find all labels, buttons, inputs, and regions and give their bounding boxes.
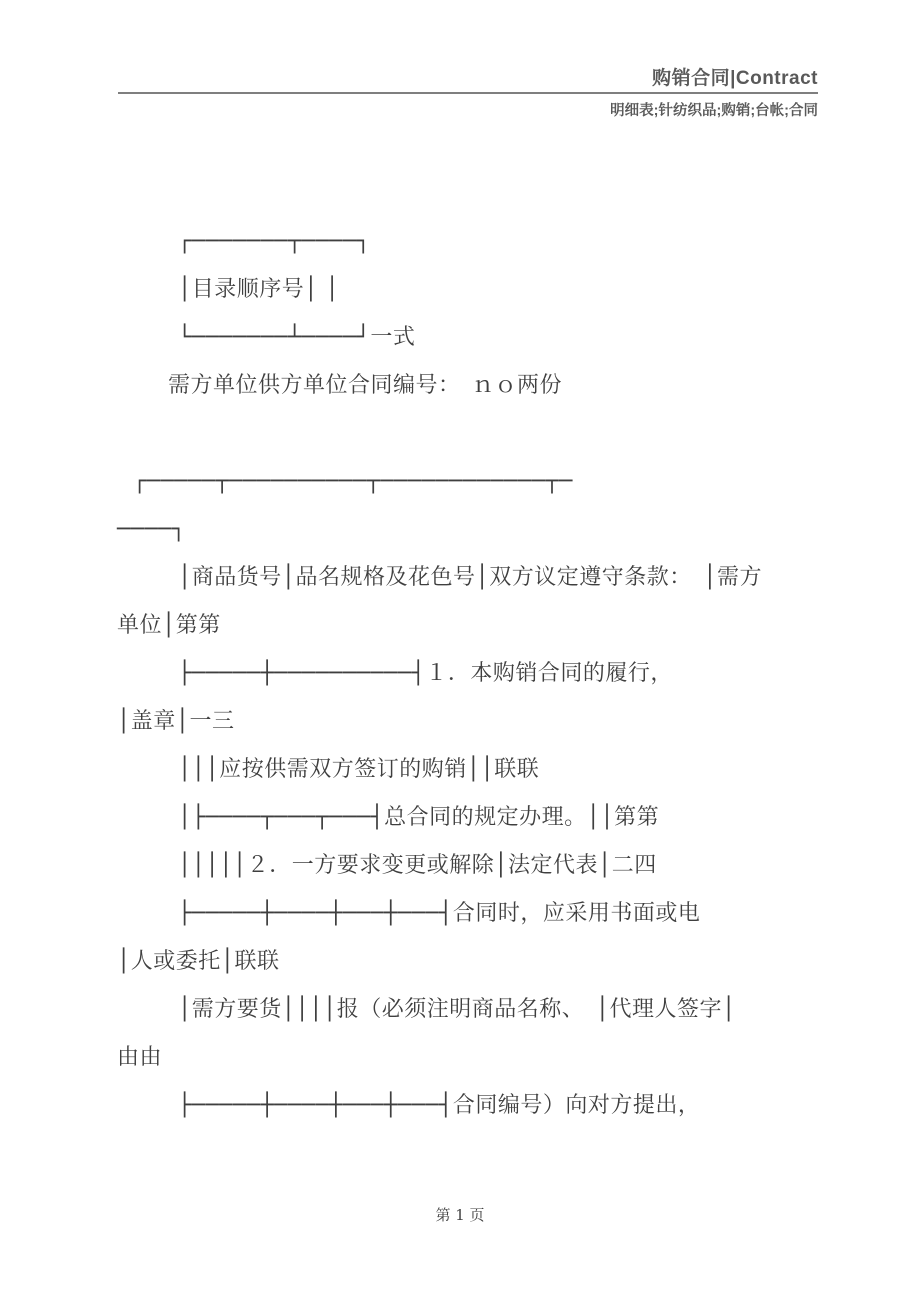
- header-keyword-tags: 明细表;针纺织品;购销;台帐;合同: [610, 103, 818, 119]
- doc-line-wrap: │人或委托│联联: [117, 949, 280, 974]
- doc-line-wrap: │盖章│一三: [117, 709, 235, 734]
- page-number: 第 1 页: [435, 1206, 485, 1224]
- doc-line-box-top: ┌───────┬────┐: [178, 229, 371, 254]
- doc-line-catalog-number: │目录顺序号│ │: [178, 277, 340, 302]
- doc-line-clause-2b: ├─────┼────┼───┼───┤合同时，应采用书面或电: [178, 901, 701, 926]
- doc-line-clause-1b: │││应按供需双方签订的购销││联联: [178, 757, 540, 782]
- doc-line-wrap: 单位│第第: [117, 613, 221, 638]
- doc-line-table-header: │商品货号│品名规格及花色号│双方议定遵守条款： │需方: [178, 565, 762, 590]
- doc-line-wrap: 由由: [117, 1045, 163, 1070]
- document-body: [117, 218, 890, 1130]
- header-rule-divider: [118, 92, 818, 94]
- header-title: 购销合同|Contract: [652, 68, 818, 89]
- doc-line-clause-2d: ├─────┼────┼───┼───┤合同编号）向对方提出，: [178, 1093, 701, 1118]
- doc-line-parties: 需方单位供方单位合同编号： ｎｏ两份: [168, 373, 563, 398]
- doc-line-clause-1: ├─────┼──────────┤１．本购销合同的履行，: [178, 661, 673, 686]
- doc-line-clause-2c: │需方要货││││报（必须注明商品名称、 │代理人签字│: [178, 997, 736, 1022]
- doc-line-box-bottom: └───────┴────┘一式: [178, 325, 416, 350]
- doc-line-clause-2: │││││２．一方要求变更或解除│法定代表│二四: [178, 853, 657, 878]
- doc-line-clause-1c: │├────┬───┬───┤总合同的规定办理。││第第: [178, 805, 660, 830]
- doc-line-table-top-wrap: ────┐: [117, 517, 186, 542]
- doc-line-blank: [117, 410, 890, 458]
- doc-line-table-top: ┌─────┬──────────┬────────────┬─: [133, 469, 573, 494]
